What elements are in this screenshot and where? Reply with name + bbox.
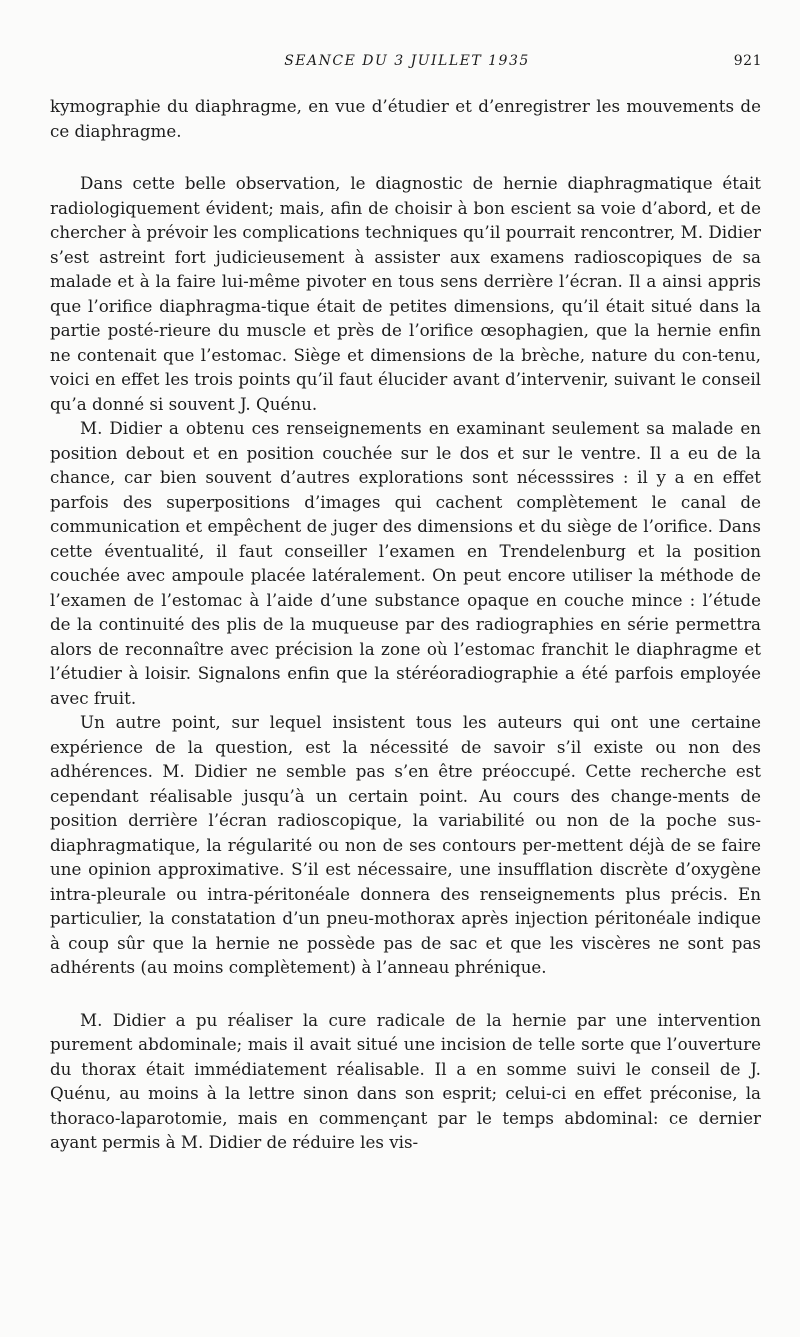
paragraph-adherences: Un autre point, sur lequel insistent tous les auteurs qui ont une certaine expérience de la question, est la nécessité de savoir s’il existe ou non des adhérences. M. Didier ne semble pas s’en être préoccupé. Cette recherche est cependant réalisable jusqu’à un certain point. Au cours des change-ments de position derrière l’écran radioscopique, la variabilité ou non de la poche sus-diaphragmatique, la régularité ou non de ses contours per-mettent déjà de se faire une opinion approximative. S’il est nécessaire, une insufflation discrète d’oxygène intra-pleurale ou intra-péritonéale donnera des renseignements plus précis. En particulier, la constatation d’un pneu-mothorax après injection péritonéale indique à coup sûr que la hernie ne possède pas de sac et que les viscères ne sont pas adhérents (au moins complètement) à l’anneau phrénique.	[50, 712, 761, 977]
session-title: SEANCE DU 3 JUILLET 1935	[284, 53, 530, 69]
paragraph-cure-radicale: M. Didier a pu réaliser la cure radicale de la hernie par une intervention purement abdominale; mais il avait situé une incision de telle sorte que l’ouverture du thorax était immédiatement réalisable. Il a en somme suivi le conseil de J. Quénu, au moins à la lettre sinon dans son esprit; celui-ci en effet préconise, la thoraco-laparotomie, mais en commençant par le temps abdominal: ce dernier ayant permis à M. Didier de réduire les vis-	[50, 1009, 761, 1152]
paragraph-continuation: kymographie du diaphragme, en vue d’étudier et d’enregistrer les mouvements de ce diaphragme.	[50, 96, 761, 141]
paragraph-renseignements: M. Didier a obtenu ces renseignements en examinant seulement sa malade en position debout et en position couchée sur le dos et sur le ventre. Il a eu de la chance, car bien souvent d’autres explorations sont nécesssires : il y a en effet parfois des superpositions d’images qui cachent complètement le canal de communication et empêchent de juger des dimensions et du siège de l’orifice. Dans cette éventualité, il faut conseiller l’examen en Trendelenburg et la position couchée avec ampoule placée latéralement. On peut encore utiliser la méthode de l’examen de l’estomac à l’aide d’une substance opaque en couche mince : l’étude de la continuité des plis de la muqueuse par des radiographies en série permettra alors de reconnaître avec précision la zone où l’estomac franchit le diaphragme et l’étudier à loisir. Signalons enfin que la stéréoradiographie a été parfois employée avec fruit.	[50, 418, 761, 708]
paragraph-observation: Dans cette belle observation, le diagnostic de hernie diaphragmatique était radiologiquement évident; mais, afin de choisir à bon escient sa voie d’abord, et de chercher à prévoir les complications techniques qu’il pourrait rencontrer, M. Didier s’est astreint fort judicieusement à assister aux examens radioscopiques de sa malade et à la faire lui-même pivoter en tous sens derrière l’écran. Il a ainsi appris que l’orifice diaphragma-tique était de petites dimensions, qu’il était situé dans la partie posté-rieure du muscle et près de l’orifice œsophagien, que la hernie enfin ne contenait que l’estomac. Siège et dimensions de la brèche, nature du con-tenu, voici en effet les trois points qu’il faut élucider avant d’intervenir, suivant le conseil qu’a donné si souvent J. Quénu.	[50, 173, 761, 414]
page-number: 921	[733, 53, 762, 69]
article-body	[50, 94, 761, 1155]
running-header	[52, 53, 762, 73]
